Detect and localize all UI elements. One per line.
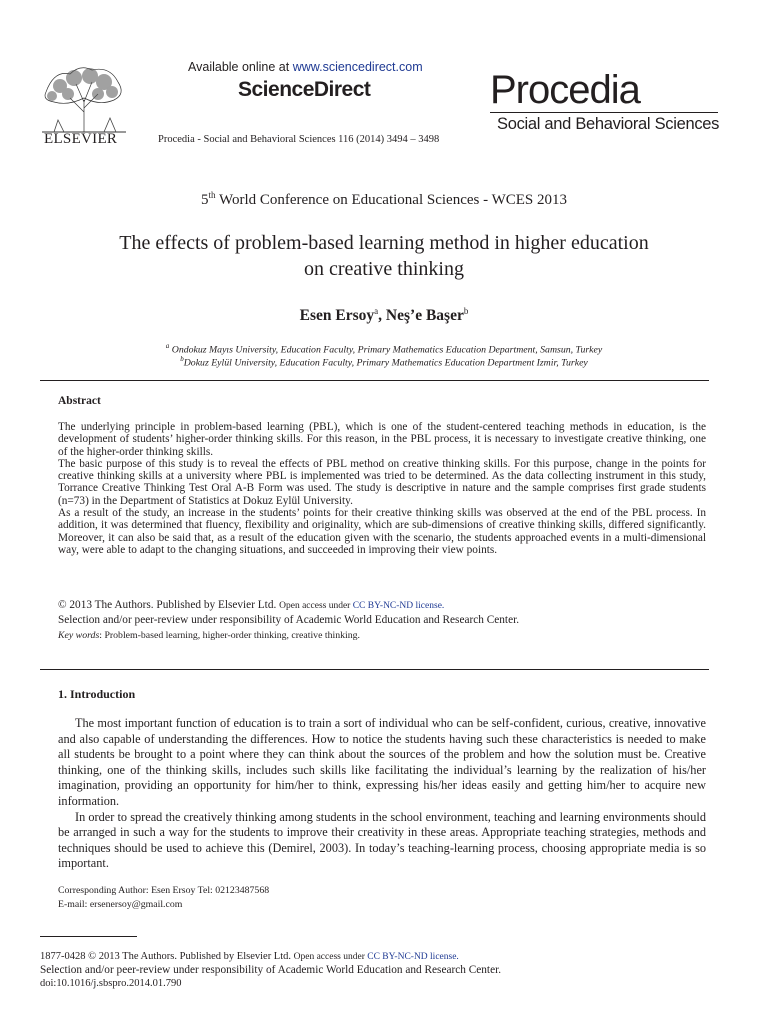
introduction-body	[58, 716, 706, 872]
author-1-affil: a	[374, 306, 379, 316]
elsevier-tree-logo	[40, 62, 128, 134]
abstract-paragraph-2: The basic purpose of this study is to reveal the effects of PBL method on creative thinking skills. For this purpose, change in the points for creative thinking skills at a university where PBL is implemented was tried to be determined. As the data collecting instrument in this study, Torrance Creative Thinking Test Oral A-B Form was used. The study is descriptive in nature and the sample comprises first grade students (n=73) in the Department of Statistics at Dokuz Eylül University.	[58, 457, 706, 507]
keywords-label: Key words	[58, 630, 100, 641]
available-online-line	[188, 60, 423, 74]
footer-issn: 1877-0428 © 2013 The Authors. Published by Elsevier Ltd.	[40, 951, 294, 962]
abstract-paragraph-3: As a result of the study, an increase in the students’ points for their creative thinking skills was observed at the end of the PBL process. In addition, it was determined that fluency, flexibility and originality, which are sub-dimensions of creative thinking skills, differed significantly. Moreover, it can also be said that, as a result of the education given with the scenario, the students approached events in a multi-dimensional way, were able to adapt to the changing situations, and succeeded in improving their view points.	[58, 507, 706, 556]
author-separator: ,	[378, 307, 386, 325]
abstract-top-rule	[40, 380, 709, 381]
title-line-1: The effects of problem-based learning method in higher education	[119, 232, 649, 254]
abstract-body	[58, 421, 706, 556]
elsevier-wordmark: ELSEVIER	[44, 131, 118, 147]
copyright-text: © 2013 The Authors. Published by Elsevier Ltd.	[58, 599, 280, 611]
intro-paragraph-2: In order to spread the creatively thinking among students in the school environment, teaching and learning environments should be arranged in such a way for the students to improve their creativity in these areas. Appropriate teaching strategies, methods and techniques should be used to achieve this (Demirel, 2003). In today’s teaching-learning process, choosing appropriate media is so important.	[58, 809, 706, 871]
author-1: Esen Ersoy	[299, 307, 375, 325]
footnote-rule	[40, 936, 137, 937]
footer-license-link[interactable]: CC BY-NC-ND license.	[367, 952, 459, 962]
corresponding-author-line: Corresponding Author: Esen Ersoy Tel: 02123487568	[58, 885, 270, 896]
copyright-block	[58, 598, 519, 627]
keywords-text: : Problem-based learning, higher-order thinking, creative thinking.	[99, 630, 360, 641]
conference-ordinal: 5	[201, 192, 209, 208]
affiliation-a-text: Ondokuz Mayıs University, Education Faculty, Primary Mathematics Education Department, Samsun, Turkey	[169, 344, 603, 356]
license-link[interactable]: CC BY-NC-ND license.	[352, 601, 445, 611]
conference-ordinal-sup: th	[208, 190, 216, 200]
author-2-affil: b	[463, 306, 469, 316]
open-access-text: Open access under	[279, 601, 353, 611]
conference-name	[0, 190, 768, 209]
sciencedirect-logo: ScienceDirect	[238, 78, 371, 101]
corresponding-email: E-mail: ersenersoy@gmail.com	[58, 898, 183, 910]
title-line-2: on creative thinking	[304, 258, 464, 280]
sciencedirect-link[interactable]: www.sciencedirect.com	[292, 60, 423, 74]
affiliation-a-sup: a	[165, 342, 170, 350]
journal-citation: Procedia - Social and Behavioral Sciences 116 (2014) 3494 – 3498	[158, 134, 440, 145]
paper-title	[40, 230, 728, 282]
footer-doi: doi:10.1016/j.sbspro.2014.01.790	[40, 978, 182, 989]
peer-review-text: Selection and/or peer-review under responsibility of Academic World Education and Research Center.	[58, 614, 520, 626]
abstract-heading: Abstract	[58, 395, 101, 407]
procedia-rule	[490, 112, 718, 113]
corresponding-author	[58, 884, 269, 911]
procedia-logo: Procedia	[490, 68, 640, 112]
intro-paragraph-1: The most important function of education is to train a sort of individual who can be self-confident, curious, creative, innovative and also capable of understanding the differences. How to notice the students having such these characteristics is needed to make all students be brought to a point where they can think about the sources of the problem and how the solution must be. Creative thinking, one of the thinking skills, includes such skills like facilitating the individual’s learning by the realization of his/her imagination, providing an opportunity for him/her to think, expressing his/her ideas easily and getting him/her to acquire new information.	[58, 716, 706, 808]
footer-peer-review: Selection and/or peer-review under responsibility of Academic World Education and Research Center.	[40, 964, 502, 976]
footer	[40, 950, 501, 990]
affiliation-b-sup: b	[180, 355, 184, 363]
authors	[0, 306, 768, 325]
procedia-subtitle: Social and Behavioral Sciences	[497, 115, 720, 133]
abstract-paragraph-1: The underlying principle in problem-based learning (PBL), which is one of the student-centered teaching methods in education, is the development of students’ higher-order thinking skills. For this reason, in the PBL process, it is necessary to investigate creative thinking, one of the higher-order thinking skills.	[58, 421, 706, 458]
conference-title: World Conference on Educational Sciences - WCES 2013	[215, 192, 567, 208]
affiliation-b	[0, 355, 768, 368]
affiliation-b-text: Dokuz Eylül University, Education Faculty, Primary Mathematics Education Department Izmir, Turkey	[183, 357, 588, 369]
author-2: Neş’e Başer	[385, 307, 464, 325]
available-prefix: Available online at	[188, 60, 293, 74]
affiliation-a	[0, 342, 768, 355]
abstract-bottom-rule	[40, 669, 709, 670]
introduction-heading: 1. Introduction	[58, 687, 136, 701]
footer-open-access: Open access under	[293, 952, 368, 962]
keywords	[58, 630, 360, 641]
